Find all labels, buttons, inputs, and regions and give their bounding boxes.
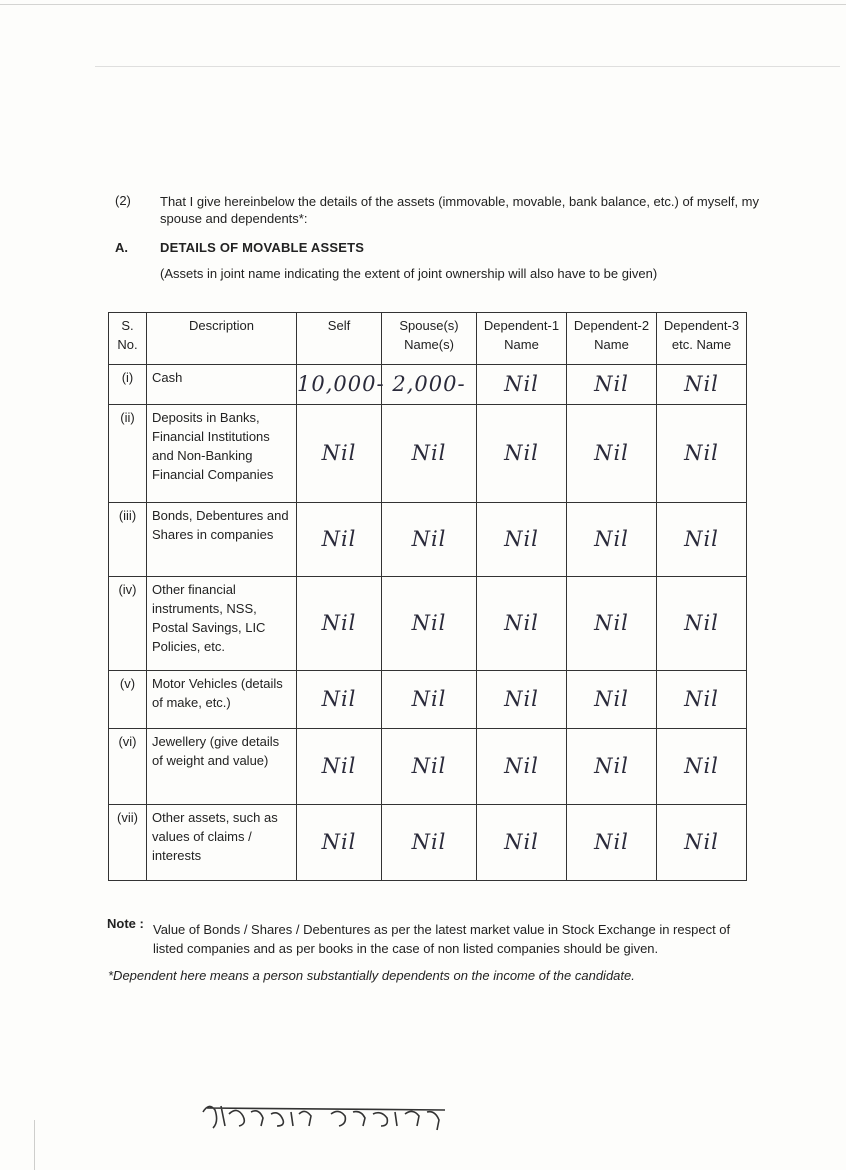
row-sno: (iii) [109, 503, 147, 577]
row-sno: (v) [109, 671, 147, 729]
value-dependent-3: Nil [657, 671, 747, 729]
value-dependent-1: Nil [477, 365, 567, 405]
value-self: Nil [297, 805, 382, 881]
value-self: Nil [297, 405, 382, 503]
value-dependent-2: Nil [567, 729, 657, 805]
value-self: Nil [297, 503, 382, 577]
value-spouse: Nil [382, 577, 477, 671]
value-spouse: Nil [382, 729, 477, 805]
row-sno: (iv) [109, 577, 147, 671]
value-dependent-2: Nil [567, 805, 657, 881]
section-title: DETAILS OF MOVABLE ASSETS [160, 240, 365, 255]
value-dependent-3: Nil [657, 577, 747, 671]
value-dependent-2: Nil [567, 671, 657, 729]
value-spouse: Nil [382, 503, 477, 577]
row-description: Motor Vehicles (details of make, etc.) [147, 671, 297, 729]
row-description: Other financial instruments, NSS, Postal Savings, LIC Policies, etc. [147, 577, 297, 671]
section-note: (Assets in joint name indicating the extent of joint ownership will also have to be given) [160, 266, 658, 281]
header-dependent-3: Dependent-3 etc. Name [657, 313, 747, 365]
value-dependent-1: Nil [477, 729, 567, 805]
value-dependent-3: Nil [657, 805, 747, 881]
table-row [109, 671, 747, 729]
header-description: Description [147, 313, 297, 365]
paragraph-text: That I give hereinbelow the details of the assets (immovable, movable, bank balance, etc.) of myself, my spouse and dependents*: [160, 194, 760, 226]
row-description: Deposits in Banks, Financial Institutions and Non-Banking Financial Companies [147, 405, 297, 503]
value-spouse: 2,000- [382, 365, 477, 405]
table-row [109, 805, 747, 881]
table-row [109, 577, 747, 671]
table-row [109, 503, 747, 577]
value-self: 10,000- [297, 365, 382, 405]
value-dependent-3: Nil [657, 729, 747, 805]
header-dependent-1: Dependent-1 Name [477, 313, 567, 365]
row-description: Jewellery (give details of weight and value) [147, 729, 297, 805]
row-description: Cash [147, 365, 297, 405]
value-spouse: Nil [382, 405, 477, 503]
movable-assets-table [108, 312, 747, 881]
row-sno: (vi) [109, 729, 147, 805]
note-label: Note : [107, 916, 144, 931]
scan-edge-left [34, 1120, 35, 1170]
header-dependent-2: Dependent-2 Name [567, 313, 657, 365]
header-self: Self [297, 313, 382, 365]
row-sno: (vii) [109, 805, 147, 881]
value-dependent-2: Nil [567, 503, 657, 577]
value-spouse: Nil [382, 671, 477, 729]
value-dependent-1: Nil [477, 671, 567, 729]
value-dependent-2: Nil [567, 577, 657, 671]
value-dependent-3: Nil [657, 365, 747, 405]
value-spouse: Nil [382, 805, 477, 881]
scan-dash-line [95, 66, 840, 67]
value-self: Nil [297, 671, 382, 729]
value-dependent-2: Nil [567, 405, 657, 503]
value-self: Nil [297, 729, 382, 805]
table-row [109, 365, 747, 405]
note-text: Value of Bonds / Shares / Debentures as per the latest market value in Stock Exchange in respect of listed companies and as per books in the case of non listed companies should be given. [153, 922, 731, 956]
row-sno: (ii) [109, 405, 147, 503]
header-sno: S. No. [109, 313, 147, 365]
paragraph-number: (2) [115, 193, 131, 208]
value-dependent-1: Nil [477, 805, 567, 881]
header-spouse: Spouse(s) Name(s) [382, 313, 477, 365]
table-header-row [109, 313, 747, 365]
value-dependent-2: Nil [567, 365, 657, 405]
scan-edge-top [0, 4, 846, 5]
value-dependent-3: Nil [657, 405, 747, 503]
dependent-footnote: *Dependent here means a person substantially dependents on the income of the candidate. [108, 968, 635, 983]
table-row [109, 729, 747, 805]
row-sno: (i) [109, 365, 147, 405]
value-dependent-1: Nil [477, 577, 567, 671]
value-dependent-1: Nil [477, 405, 567, 503]
value-self: Nil [297, 577, 382, 671]
table-row [109, 405, 747, 503]
value-dependent-1: Nil [477, 503, 567, 577]
value-dependent-3: Nil [657, 503, 747, 577]
signature [195, 1092, 455, 1138]
row-description: Other assets, such as values of claims / interests [147, 805, 297, 881]
section-letter: A. [115, 240, 128, 255]
row-description: Bonds, Debentures and Shares in companies [147, 503, 297, 577]
